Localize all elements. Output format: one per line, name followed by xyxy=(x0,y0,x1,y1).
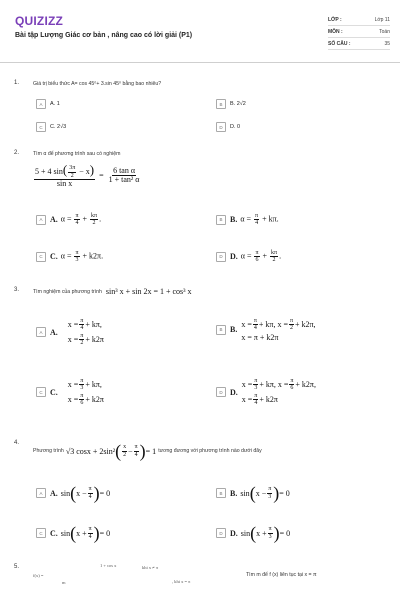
worksheet-title: Bài tập Lượng Giác cơ bản , nâng cao có lời giải (P1) xyxy=(15,32,193,39)
option-math: α = $\frac{\pi}{4}$ + kπ. xyxy=(240,213,279,227)
option-label: C. 2√3 xyxy=(50,124,67,130)
option-math: x = $\frac{\pi}{3}$ + kπ, x = $\frac{\pi}{6}$ + k2π, x = $\frac{\pi}{4}$ + k2π xyxy=(241,378,316,406)
option-letter-box: A xyxy=(36,99,46,109)
option-math: sin ( x + $\frac{\pi}{3}$ ) = 0 xyxy=(240,523,291,543)
equation-q4: √3 cosx + 2sin² ( $\frac{x}{2}$ − $\frac{\pi}{4}$ ) = 1 xyxy=(65,441,157,461)
option-a[interactable] xyxy=(36,318,104,346)
option-math: sin ( x − $\frac{\pi}{3}$ ) = 0 xyxy=(240,483,290,503)
option-label: D. xyxy=(230,252,238,262)
option-letter-box: D xyxy=(216,387,226,397)
option-label: D. 0 xyxy=(230,124,241,130)
equation-q3: sin³ x + sin 2x = 1 + cos³ x xyxy=(105,287,192,296)
option-b[interactable] xyxy=(216,213,279,227)
meta-table xyxy=(328,14,390,50)
meta-key: SỐ CÂU : xyxy=(328,40,351,47)
option-d[interactable] xyxy=(216,524,290,542)
option-letter-box: B xyxy=(216,488,226,498)
option-letter-box: A xyxy=(36,327,46,337)
piecewise-fragment: m xyxy=(62,580,66,585)
option-math: sin ( x − $\frac{\pi}{4}$ ) = 0 xyxy=(60,483,111,503)
meta-value: 35 xyxy=(384,40,390,47)
question-text: Tìm m để f (x) liên tục tại x = π xyxy=(246,572,317,578)
option-label: C. xyxy=(50,252,58,262)
meta-key: LỚP : xyxy=(328,16,342,23)
option-a[interactable] xyxy=(36,213,101,227)
option-letter-box: D xyxy=(216,122,226,132)
equation-q2: 5 + 4 sin( $\frac{3\pi}{2}$ − x) sin x = $\frac{\text{6 tan α}}{\text{1 + tan² α}}$ xyxy=(35,162,140,188)
meta-row-subject xyxy=(328,26,390,38)
option-label: A. xyxy=(50,488,58,498)
option-math: α = $\frac{\pi}{4}$ + $\frac{k\pi}{2}$ . xyxy=(60,213,102,227)
option-label: C. xyxy=(50,387,58,397)
meta-row-count xyxy=(328,38,390,50)
option-b[interactable] xyxy=(216,484,290,502)
option-c[interactable] xyxy=(36,122,66,132)
option-letter-box: C xyxy=(36,387,46,397)
option-letter-box: A xyxy=(36,215,46,225)
option-label: B. xyxy=(230,215,238,225)
option-label: B. 2√2 xyxy=(230,101,246,107)
option-letter-box: A xyxy=(36,488,46,498)
option-b[interactable] xyxy=(216,99,246,109)
question-number: 2. xyxy=(14,150,20,156)
option-letter-box: C xyxy=(36,252,46,262)
option-c[interactable] xyxy=(36,524,110,542)
option-c[interactable] xyxy=(36,250,103,264)
option-label: A. xyxy=(50,327,58,337)
option-d[interactable] xyxy=(216,250,281,264)
question-line xyxy=(33,287,192,296)
option-c[interactable] xyxy=(36,378,104,406)
option-a[interactable] xyxy=(36,484,110,502)
option-letter-box: C xyxy=(36,528,46,538)
option-label: A. 1 xyxy=(50,101,60,107)
question-text: Giá trị biểu thức A= cos 45⁰+ 3.sin 45⁰ bằng bao nhiêu? xyxy=(33,81,162,87)
piecewise-function: f(x) = xyxy=(33,573,44,578)
option-math: α = $\frac{\pi}{6}$ + $\frac{k\pi}{2}$ . xyxy=(240,250,282,264)
question-number: 5. xyxy=(14,564,20,570)
option-a[interactable] xyxy=(36,99,60,109)
piecewise-fragment: 1 + cos x xyxy=(100,563,117,568)
question-number: 4. xyxy=(14,440,20,446)
option-b[interactable] xyxy=(216,318,316,342)
option-letter-box: C xyxy=(36,122,46,132)
quizizz-logo: QUIZIZZ xyxy=(15,14,64,28)
option-label: B. xyxy=(230,488,238,498)
option-math: x = $\frac{\pi}{4}$ + kπ, x = $\frac{\pi}{2}$ + k2π xyxy=(67,318,104,346)
piecewise-fragment: , khi x = π xyxy=(172,579,191,584)
option-math: α = $\frac{\pi}{3}$ + k2π. xyxy=(60,250,104,264)
option-label: D. xyxy=(230,528,238,538)
meta-value: Lớp 11 xyxy=(374,16,390,23)
option-label: B. xyxy=(230,325,238,335)
option-letter-box: D xyxy=(216,528,226,538)
option-label: C. xyxy=(50,528,58,538)
option-letter-box: B xyxy=(216,325,226,335)
question-text: Tìm nghiệm của phương trình xyxy=(33,288,102,295)
option-d[interactable] xyxy=(216,122,240,132)
piecewise-fragment: khi x ≠ π xyxy=(142,565,159,570)
question-number: 3. xyxy=(14,287,20,293)
header-divider xyxy=(0,62,400,63)
question-line xyxy=(33,442,262,460)
option-math: sin ( x + $\frac{\pi}{4}$ ) = 0 xyxy=(60,523,111,543)
meta-value: Toán xyxy=(379,28,390,35)
question-text: tương đương với phương trình nào dưới đây xyxy=(158,448,262,454)
option-d[interactable] xyxy=(216,378,316,406)
option-math: x = $\frac{\pi}{3}$ + kπ, x = $\frac{\pi}{6}$ + k2π xyxy=(67,378,104,406)
question-text: Tìm α để phương trình sau có nghiệm xyxy=(33,151,121,157)
option-math: x = $\frac{\pi}{4}$ + kπ, x = $\frac{\pi}{2}$ + k2π, x = π + k2π xyxy=(241,318,316,342)
option-label: D. xyxy=(230,387,238,397)
option-letter-box: B xyxy=(216,99,226,109)
option-letter-box: D xyxy=(216,252,226,262)
question-number: 1. xyxy=(14,80,20,86)
meta-row-class xyxy=(328,14,390,26)
meta-key: MÔN : xyxy=(328,28,343,35)
question-text: Phương trình xyxy=(33,448,64,454)
option-letter-box: B xyxy=(216,215,226,225)
option-label: A. xyxy=(50,215,58,225)
